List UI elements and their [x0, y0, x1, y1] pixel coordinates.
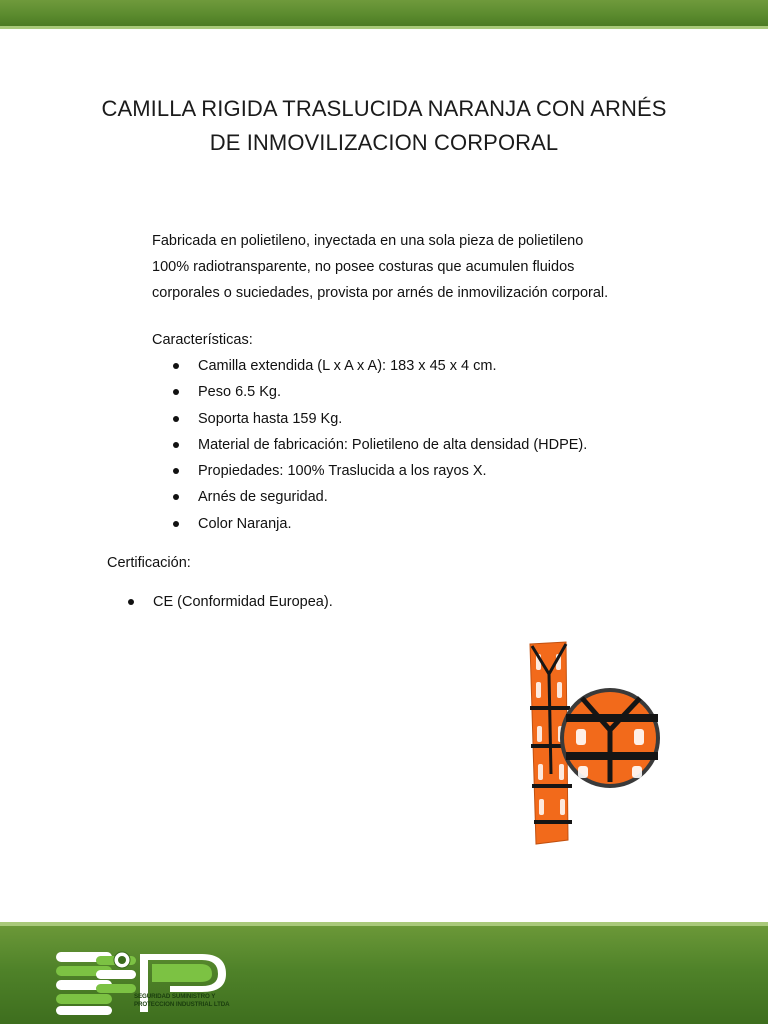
- feature-item-color: [170, 511, 587, 537]
- bullet-icon: [173, 442, 179, 448]
- spine-board-image: [522, 634, 666, 848]
- feature-item-material: [170, 432, 587, 458]
- certification-item: [125, 589, 333, 615]
- feature-item-text: Soporta hasta 159 Kg.: [198, 410, 343, 427]
- feature-item-text: Peso 6.5 Kg.: [198, 384, 282, 401]
- logo-text-line-2: PROTECCION INDUSTRIAL LTDA: [134, 1001, 230, 1008]
- certification-item-text: CE (Conformidad Europea).: [153, 594, 333, 610]
- features-list: [170, 353, 587, 537]
- feature-item-text: Arnés de seguridad.: [198, 489, 328, 506]
- certification-list: [125, 589, 333, 615]
- bullet-icon: [173, 521, 179, 527]
- feature-item-properties: [170, 458, 587, 484]
- bullet-icon: [173, 389, 179, 395]
- zoom-inset: [560, 688, 660, 788]
- description-line-2: 100% radiotransparente, no posee costuras que acumulen fluidos: [152, 259, 575, 275]
- description-line-1: Fabricada en polietileno, inyectada en una sola pieza de polietileno: [152, 233, 584, 249]
- feature-item-dimensions: [170, 353, 587, 379]
- page-title-line-2: DE INMOVILIZACION CORPORAL: [209, 130, 559, 155]
- bullet-icon: [128, 599, 134, 605]
- features-heading: Características:: [152, 332, 253, 348]
- feature-item-harness: [170, 484, 587, 510]
- header-band: [0, 0, 768, 26]
- feature-item-text: Material de fabricación: Polietileno de alta densidad (HDPE).: [198, 436, 588, 453]
- bullet-icon: [173, 494, 179, 500]
- company-logo-text: [134, 993, 230, 1009]
- feature-item-weight: [170, 379, 587, 405]
- product-description: [152, 228, 672, 306]
- bullet-icon: [173, 416, 179, 422]
- feature-item-capacity: [170, 406, 587, 432]
- description-line-3: corporales o suciedades, provista por arnés de inmovilización corporal.: [152, 285, 609, 301]
- feature-item-text: Propiedades: 100% Traslucida a los rayos X.: [198, 463, 487, 480]
- certification-heading: Certificación:: [107, 555, 191, 571]
- feature-item-text: Color Naranja.: [198, 515, 292, 532]
- bullet-icon: [173, 363, 179, 369]
- logo-text-line-1: SEGURIDAD SUMINISTRO Y: [134, 993, 216, 1000]
- feature-item-text: Camilla extendida (L x A x A): 183 x 45 x 4 cm.: [198, 358, 497, 374]
- header-band-accent: [0, 26, 768, 29]
- page-title-line-1: CAMILLA RIGIDA TRASLUCIDA NARANJA CON ARNÉS: [101, 96, 667, 121]
- page-title: [84, 92, 684, 160]
- bullet-icon: [173, 468, 179, 474]
